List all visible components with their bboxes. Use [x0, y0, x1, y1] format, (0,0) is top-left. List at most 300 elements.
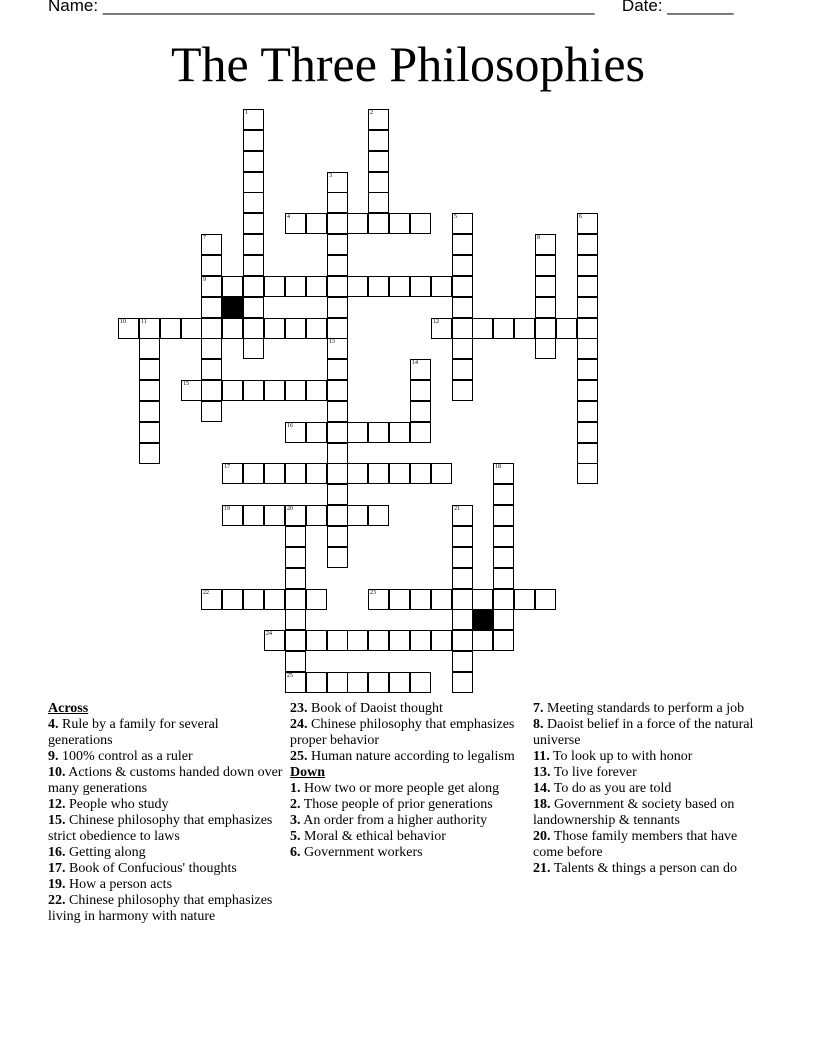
- grid-cell[interactable]: [410, 630, 431, 651]
- grid-cell[interactable]: [243, 463, 264, 484]
- clue-across: [48, 749, 284, 765]
- clue-text: Actions & customs handed down over many generations: [48, 765, 283, 796]
- grid-cell[interactable]: [410, 276, 431, 297]
- grid-cell[interactable]: [535, 255, 556, 276]
- grid-cell[interactable]: [452, 255, 473, 276]
- grid-cell[interactable]: [285, 547, 306, 568]
- clue-across: [48, 893, 284, 925]
- clue-number-label: 25.: [290, 749, 308, 764]
- grid-cell[interactable]: [452, 547, 473, 568]
- clue-down: [290, 829, 526, 845]
- grid-cell[interactable]: [139, 318, 160, 339]
- grid-cell[interactable]: [452, 234, 473, 255]
- grid-cell[interactable]: [410, 380, 431, 401]
- clue-number-label: 19.: [48, 877, 66, 892]
- grid-cell[interactable]: [347, 630, 368, 651]
- grid-cell[interactable]: [431, 589, 452, 610]
- clue-number: 11: [141, 319, 147, 325]
- grid-cell[interactable]: [222, 276, 243, 297]
- grid-cell[interactable]: [285, 318, 306, 339]
- grid-cell[interactable]: [368, 151, 389, 172]
- clue-across: [48, 845, 284, 861]
- grid-cell[interactable]: [493, 463, 514, 484]
- clue-number: 4: [287, 214, 290, 220]
- grid-cell[interactable]: [327, 172, 348, 193]
- clue-text: How two or more people get along: [300, 781, 500, 796]
- grid-cell[interactable]: [410, 463, 431, 484]
- clue-number-label: 12.: [48, 797, 66, 812]
- grid-cell[interactable]: [452, 505, 473, 526]
- grid-cell[interactable]: [306, 463, 327, 484]
- grid-cell[interactable]: [285, 213, 306, 234]
- name-label: Name:: [48, 0, 99, 15]
- grid-cell[interactable]: [327, 318, 348, 339]
- grid-cell[interactable]: [577, 255, 598, 276]
- clue-number: 20: [287, 506, 293, 512]
- grid-cell[interactable]: [452, 672, 473, 693]
- grid-cell[interactable]: [139, 380, 160, 401]
- clue-text: Book of Daoist thought: [307, 701, 443, 716]
- grid-cell[interactable]: [577, 422, 598, 443]
- grid-cell[interactable]: [452, 213, 473, 234]
- grid-cell[interactable]: [514, 589, 535, 610]
- grid-cell[interactable]: [493, 505, 514, 526]
- date-line[interactable]: _______: [667, 0, 734, 15]
- grid-cell[interactable]: [201, 255, 222, 276]
- grid-cell[interactable]: [410, 401, 431, 422]
- clue-down: [533, 765, 769, 781]
- clue-number-label: 22.: [48, 893, 66, 908]
- grid-cell[interactable]: [493, 568, 514, 589]
- grid-cell[interactable]: [535, 276, 556, 297]
- clue-number-label: 4.: [48, 717, 59, 732]
- grid-cell[interactable]: [327, 630, 348, 651]
- clue-text: Getting along: [65, 845, 146, 860]
- clue-across: [48, 877, 284, 893]
- clue-number-label: 17.: [48, 861, 66, 876]
- grid-cell[interactable]: [327, 484, 348, 505]
- grid-cell[interactable]: [285, 526, 306, 547]
- grid-cell[interactable]: [285, 505, 306, 526]
- grid-cell[interactable]: [535, 297, 556, 318]
- clue-number: 12: [433, 319, 439, 325]
- grid-cell[interactable]: [493, 547, 514, 568]
- grid-cell[interactable]: [285, 609, 306, 630]
- clues-column-3: [533, 701, 769, 877]
- clue-number-label: 16.: [48, 845, 66, 860]
- grid-cell[interactable]: [410, 589, 431, 610]
- name-line[interactable]: ____________________________________________________: [102, 0, 595, 15]
- grid-cell[interactable]: [368, 463, 389, 484]
- clue-number: 7: [203, 235, 206, 241]
- clue-number-label: 15.: [48, 813, 66, 828]
- grid-cell[interactable]: [535, 338, 556, 359]
- grid-cell[interactable]: [327, 505, 348, 526]
- grid-cell[interactable]: [535, 234, 556, 255]
- clue-number-label: 2.: [290, 797, 301, 812]
- grid-cell[interactable]: [243, 338, 264, 359]
- grid-cell[interactable]: [452, 630, 473, 651]
- grid-cell[interactable]: [577, 359, 598, 380]
- page-title: The Three Philosophies: [171, 36, 645, 92]
- grid-cell[interactable]: [285, 380, 306, 401]
- grid-cell[interactable]: [452, 338, 473, 359]
- clue-text: To live forever: [550, 765, 637, 780]
- grid-cell[interactable]: [368, 630, 389, 651]
- clue-number: 24: [266, 631, 272, 637]
- clue-text: How a person acts: [65, 877, 173, 892]
- clue-text: Government workers: [300, 845, 423, 860]
- clue-down: [533, 861, 769, 877]
- grid-cell[interactable]: [327, 234, 348, 255]
- clue-text: Chinese philosophy that emphasizes proper behavior: [290, 717, 515, 748]
- grid-cell[interactable]: [577, 380, 598, 401]
- grid-cell[interactable]: [389, 630, 410, 651]
- grid-cell[interactable]: [201, 234, 222, 255]
- grid-cell[interactable]: [306, 672, 327, 693]
- clue-down: [290, 781, 526, 797]
- grid-cell[interactable]: [368, 192, 389, 213]
- clue-number-label: 9.: [48, 749, 59, 764]
- grid-cell[interactable]: [222, 589, 243, 610]
- clue-text: Those people of prior generations: [300, 797, 493, 812]
- grid-cell[interactable]: [306, 213, 327, 234]
- clue-across: [48, 861, 284, 877]
- clue-across: [290, 701, 526, 717]
- grid-cell[interactable]: [285, 568, 306, 589]
- grid-cell[interactable]: [243, 505, 264, 526]
- grid-cell[interactable]: [452, 297, 473, 318]
- grid-cell[interactable]: [243, 255, 264, 276]
- grid-cell[interactable]: [139, 359, 160, 380]
- clue-number-label: 21.: [533, 861, 551, 876]
- grid-cell[interactable]: [264, 318, 285, 339]
- grid-cell[interactable]: [389, 276, 410, 297]
- grid-cell[interactable]: [368, 109, 389, 130]
- grid-cell[interactable]: [577, 401, 598, 422]
- grid-cell[interactable]: [264, 589, 285, 610]
- clue-number: 16: [287, 423, 293, 429]
- down-heading: Down: [290, 765, 326, 780]
- clue-down: [290, 813, 526, 829]
- grid-cell[interactable]: [389, 422, 410, 443]
- clue-text: Moral & ethical behavior: [300, 829, 446, 844]
- clue-down: [533, 749, 769, 765]
- clue-number: 1: [245, 110, 248, 116]
- grid-cell[interactable]: [577, 234, 598, 255]
- grid-cell[interactable]: [472, 630, 493, 651]
- clue-number: 5: [454, 214, 457, 220]
- clue-number: 8: [537, 235, 540, 241]
- grid-cell[interactable]: [201, 380, 222, 401]
- grid-cell[interactable]: [139, 401, 160, 422]
- grid-cell[interactable]: [222, 380, 243, 401]
- grid-cell[interactable]: [472, 318, 493, 339]
- clue-number: 23: [370, 590, 376, 596]
- clue-across: [48, 717, 284, 749]
- grid-cell[interactable]: [201, 589, 222, 610]
- grid-cell[interactable]: [452, 609, 473, 630]
- clue-number-label: 18.: [533, 797, 551, 812]
- clue-number-label: 13.: [533, 765, 551, 780]
- clue-number: 22: [203, 590, 209, 596]
- grid-cell[interactable]: [264, 463, 285, 484]
- grid-cell[interactable]: [368, 505, 389, 526]
- clue-across: [48, 765, 284, 797]
- clue-number-label: 20.: [533, 829, 551, 844]
- grid-cell[interactable]: [327, 213, 348, 234]
- grid-cell[interactable]: [201, 318, 222, 339]
- grid-cell[interactable]: [472, 589, 493, 610]
- clue-number-label: 6.: [290, 845, 301, 860]
- grid-cell[interactable]: [139, 422, 160, 443]
- clue-number: 10: [120, 319, 126, 325]
- clue-text: To look up to with honor: [549, 749, 693, 764]
- grid-cell[interactable]: [577, 276, 598, 297]
- clue-text: Human nature according to legalism: [307, 749, 515, 764]
- grid-cell[interactable]: [264, 505, 285, 526]
- grid-cell[interactable]: [577, 213, 598, 234]
- clue-number: 13: [329, 339, 335, 345]
- clue-text: Book of Confucious' thoughts: [65, 861, 237, 876]
- grid-cell[interactable]: [327, 297, 348, 318]
- grid-cell[interactable]: [389, 589, 410, 610]
- grid-block: [472, 609, 493, 630]
- grid-cell[interactable]: [327, 192, 348, 213]
- grid-cell[interactable]: [556, 318, 577, 339]
- clue-number: 21: [454, 506, 460, 512]
- clue-number-label: 7.: [533, 701, 544, 716]
- grid-cell[interactable]: [306, 589, 327, 610]
- grid-cell[interactable]: [452, 568, 473, 589]
- grid-cell[interactable]: [264, 276, 285, 297]
- clue-number-label: 8.: [533, 717, 544, 732]
- grid-cell[interactable]: [431, 463, 452, 484]
- grid-cell[interactable]: [306, 630, 327, 651]
- grid-cell[interactable]: [243, 589, 264, 610]
- grid-cell[interactable]: [368, 130, 389, 151]
- clue-down: [290, 845, 526, 861]
- grid-cell[interactable]: [452, 526, 473, 547]
- grid-cell[interactable]: [410, 213, 431, 234]
- grid-cell[interactable]: [285, 589, 306, 610]
- clue-number-label: 11.: [533, 749, 550, 764]
- grid-cell[interactable]: [493, 484, 514, 505]
- clue-number-label: 5.: [290, 829, 301, 844]
- clue-down: [533, 701, 769, 717]
- clue-across: [290, 717, 526, 749]
- grid-cell[interactable]: [306, 276, 327, 297]
- grid-cell[interactable]: [139, 338, 160, 359]
- clue-text: 100% control as a ruler: [58, 749, 193, 764]
- grid-cell[interactable]: [201, 338, 222, 359]
- grid-cell[interactable]: [389, 213, 410, 234]
- clue-number: 15: [183, 381, 189, 387]
- grid-cell[interactable]: [410, 672, 431, 693]
- clue-text: An order from a higher authority: [300, 813, 488, 828]
- grid-cell[interactable]: [306, 380, 327, 401]
- grid-cell[interactable]: [285, 651, 306, 672]
- clue-number-label: 14.: [533, 781, 551, 796]
- grid-cell[interactable]: [243, 172, 264, 193]
- grid-cell[interactable]: [264, 380, 285, 401]
- grid-cell[interactable]: [264, 630, 285, 651]
- grid-cell[interactable]: [327, 255, 348, 276]
- grid-cell[interactable]: [201, 401, 222, 422]
- grid-cell[interactable]: [222, 505, 243, 526]
- clue-number: 6: [579, 214, 582, 220]
- clue-down: [533, 829, 769, 861]
- grid-cell[interactable]: [577, 318, 598, 339]
- grid-cell[interactable]: [285, 672, 306, 693]
- grid-cell[interactable]: [577, 297, 598, 318]
- grid-cell[interactable]: [452, 276, 473, 297]
- clue-number: 3: [329, 173, 332, 179]
- grid-cell[interactable]: [452, 318, 473, 339]
- clue-across: [48, 813, 284, 845]
- grid-cell[interactable]: [452, 359, 473, 380]
- clue-text: Those family members that have come before: [533, 829, 738, 860]
- grid-cell[interactable]: [285, 630, 306, 651]
- clue-text: Rule by a family for several generations: [48, 717, 219, 748]
- clue-down: [533, 717, 769, 749]
- grid-cell[interactable]: [431, 630, 452, 651]
- grid-cell[interactable]: [243, 318, 264, 339]
- clue-across: [48, 797, 284, 813]
- grid-cell[interactable]: [306, 422, 327, 443]
- grid-cell[interactable]: [160, 318, 181, 339]
- clue-number: 17: [224, 464, 230, 470]
- grid-cell[interactable]: [243, 192, 264, 213]
- clue-text: People who study: [65, 797, 169, 812]
- grid-cell[interactable]: [118, 318, 139, 339]
- grid-cell[interactable]: [368, 589, 389, 610]
- grid-cell[interactable]: [493, 609, 514, 630]
- grid-cell[interactable]: [493, 630, 514, 651]
- clue-down: [533, 797, 769, 829]
- grid-cell[interactable]: [243, 213, 264, 234]
- clue-number-label: 1.: [290, 781, 301, 796]
- clue-text: Chinese philosophy that emphasizes strict obedience to laws: [48, 813, 273, 844]
- grid-cell[interactable]: [535, 318, 556, 339]
- grid-cell[interactable]: [368, 276, 389, 297]
- grid-cell[interactable]: [327, 422, 348, 443]
- grid-cell[interactable]: [368, 672, 389, 693]
- grid-cell[interactable]: [493, 589, 514, 610]
- grid-cell[interactable]: [222, 463, 243, 484]
- grid-cell[interactable]: [306, 318, 327, 339]
- clues-column-2: [290, 701, 526, 861]
- clue-number: 2: [370, 110, 373, 116]
- grid-cell[interactable]: [347, 505, 368, 526]
- grid-cell[interactable]: [327, 380, 348, 401]
- grid-cell[interactable]: [577, 443, 598, 464]
- clue-number-label: 3.: [290, 813, 301, 828]
- grid-cell[interactable]: [577, 463, 598, 484]
- grid-cell[interactable]: [201, 297, 222, 318]
- grid-block: [222, 297, 243, 318]
- clue-number-label: 23.: [290, 701, 308, 716]
- grid-cell[interactable]: [347, 213, 368, 234]
- grid-cell[interactable]: [327, 547, 348, 568]
- grid-cell[interactable]: [181, 380, 202, 401]
- grid-cell[interactable]: [514, 318, 535, 339]
- grid-cell[interactable]: [389, 672, 410, 693]
- grid-cell[interactable]: [222, 318, 243, 339]
- grid-cell[interactable]: [327, 359, 348, 380]
- grid-cell[interactable]: [243, 151, 264, 172]
- grid-cell[interactable]: [347, 672, 368, 693]
- grid-cell[interactable]: [493, 318, 514, 339]
- grid-cell[interactable]: [368, 422, 389, 443]
- clue-number: 19: [224, 506, 230, 512]
- grid-cell[interactable]: [327, 338, 348, 359]
- grid-cell[interactable]: [410, 359, 431, 380]
- clue-down: [290, 797, 526, 813]
- grid-cell[interactable]: [243, 297, 264, 318]
- clue-number-label: 24.: [290, 717, 308, 732]
- date-label: Date:: [621, 0, 663, 15]
- grid-cell[interactable]: [181, 318, 202, 339]
- clue-number: 25: [287, 673, 293, 679]
- grid-cell[interactable]: [347, 463, 368, 484]
- clue-down: [533, 781, 769, 797]
- clue-number: 9: [203, 277, 206, 283]
- grid-cell[interactable]: [243, 234, 264, 255]
- grid-cell[interactable]: [577, 338, 598, 359]
- clue-number: 18: [495, 464, 501, 470]
- grid-cell[interactable]: [368, 213, 389, 234]
- grid-cell[interactable]: [431, 276, 452, 297]
- grid-cell[interactable]: [368, 172, 389, 193]
- grid-cell[interactable]: [389, 463, 410, 484]
- clues-column-1: [48, 701, 284, 925]
- grid-cell[interactable]: [410, 422, 431, 443]
- grid-cell[interactable]: [306, 505, 327, 526]
- grid-cell[interactable]: [285, 463, 306, 484]
- clue-text: To do as you are told: [550, 781, 672, 796]
- grid-cell[interactable]: [493, 526, 514, 547]
- grid-cell[interactable]: [327, 276, 348, 297]
- grid-cell[interactable]: [201, 276, 222, 297]
- clue-text: Talents & things a person can do: [550, 861, 738, 876]
- grid-cell[interactable]: [347, 276, 368, 297]
- grid-cell[interactable]: [243, 130, 264, 151]
- grid-cell[interactable]: [452, 380, 473, 401]
- grid-cell[interactable]: [452, 651, 473, 672]
- grid-cell[interactable]: [139, 443, 160, 464]
- grid-cell[interactable]: [327, 672, 348, 693]
- grid-cell[interactable]: [285, 276, 306, 297]
- grid-cell[interactable]: [285, 422, 306, 443]
- grid-cell[interactable]: [327, 443, 348, 464]
- grid-cell[interactable]: [243, 380, 264, 401]
- across-heading: Across: [48, 701, 89, 716]
- grid-cell[interactable]: [431, 318, 452, 339]
- clue-text: Chinese philosophy that emphasizes living in harmony with nature: [48, 893, 273, 924]
- clue-text: Government & society based on landownership & tennants: [533, 797, 735, 828]
- grid-cell[interactable]: [243, 276, 264, 297]
- grid-cell[interactable]: [347, 422, 368, 443]
- grid-cell[interactable]: [327, 401, 348, 422]
- grid-cell[interactable]: [327, 463, 348, 484]
- grid-cell[interactable]: [535, 589, 556, 610]
- clue-number-label: 10.: [48, 765, 66, 780]
- grid-cell[interactable]: [327, 526, 348, 547]
- grid-cell[interactable]: [243, 109, 264, 130]
- grid-cell[interactable]: [201, 359, 222, 380]
- grid-cell[interactable]: [452, 589, 473, 610]
